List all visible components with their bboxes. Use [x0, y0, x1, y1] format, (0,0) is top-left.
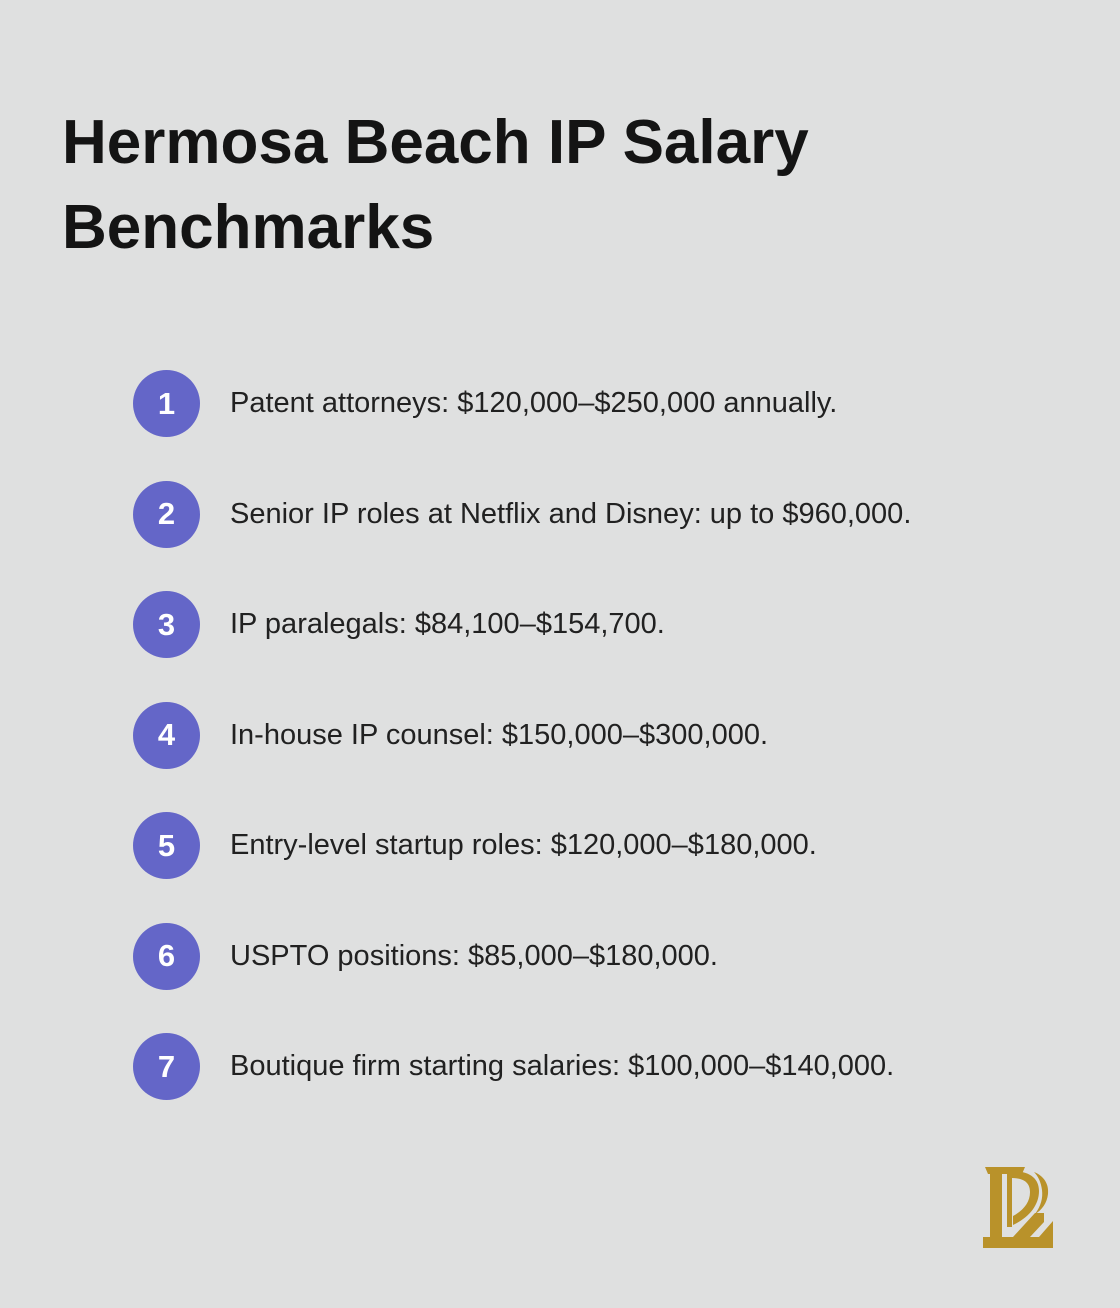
- number-badge: [133, 591, 200, 658]
- number-badge-label: 1: [157, 385, 176, 421]
- list-item-text: Boutique firm starting salaries: $100,000–$140,000.: [230, 1050, 895, 1082]
- page-title: [62, 100, 809, 270]
- number-badge: [133, 370, 200, 437]
- list-item: [133, 591, 911, 658]
- list-item-text: Senior IP roles at Netflix and Disney: up to $960,000.: [230, 497, 912, 530]
- number-badge: [133, 1033, 200, 1100]
- number-badge-label: 2: [157, 496, 176, 531]
- list-item: [133, 370, 911, 437]
- list-item: [133, 923, 911, 990]
- list-item-text: Entry-level startup roles: $120,000–$180,000.: [230, 829, 817, 861]
- list-item-text: Patent attorneys: $120,000–$250,000 annually.: [230, 387, 838, 419]
- number-badge: [133, 812, 200, 879]
- number-badge: [133, 702, 200, 769]
- number-badge-label: 3: [157, 606, 176, 642]
- number-badge: [133, 481, 200, 548]
- list-item: [133, 1033, 911, 1100]
- benchmark-list: [133, 370, 911, 1144]
- list-item: [133, 702, 911, 769]
- number-badge-label: 6: [157, 938, 176, 973]
- number-badge-label: 4: [157, 717, 176, 752]
- list-item-text: In-house IP counsel: $150,000–$300,000.: [230, 718, 769, 751]
- page-title-line-1: Hermosa Beach IP Salary: [62, 108, 809, 177]
- list-item-text: IP paralegals: $84,100–$154,700.: [230, 608, 665, 640]
- number-badge: [133, 923, 200, 990]
- number-badge-label: 5: [157, 827, 176, 863]
- list-item-text: USPTO positions: $85,000–$180,000.: [230, 939, 718, 972]
- list-item: [133, 481, 911, 548]
- page-title-line-2: Benchmarks: [62, 193, 435, 262]
- number-badge-label: 7: [157, 1048, 176, 1084]
- list-item: [133, 812, 911, 879]
- lp-monogram-logo: [983, 1167, 1053, 1249]
